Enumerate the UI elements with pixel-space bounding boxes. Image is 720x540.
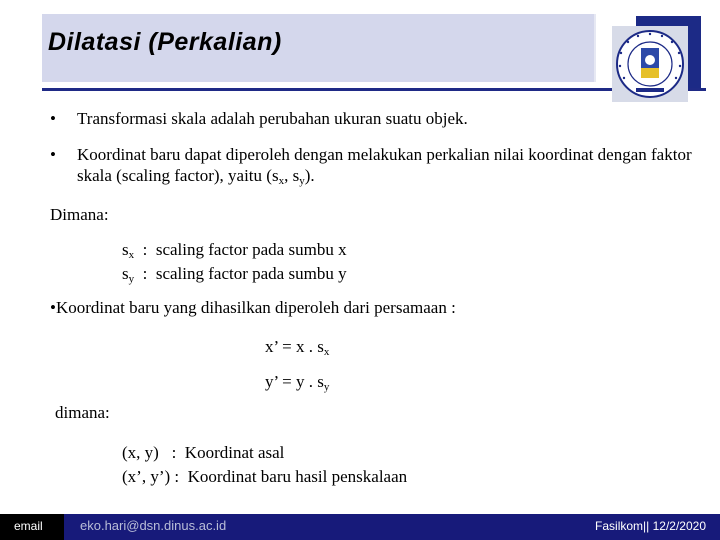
def-original: (x, y) : Koordinat asal [122,443,285,462]
bullet-marker: • [50,145,56,164]
slide-title: Dilatasi (Perkalian) [48,28,282,56]
title-divider [42,88,706,91]
bullet-marker: • [50,109,56,128]
dimana-label-2: dimana: [55,403,110,422]
footer-email-label: email [14,519,43,533]
equation-y: y’ = y . $s_y$ [265,372,330,393]
def-new: (x’, y’) : Koordinat baru hasil penskalaan [122,467,408,486]
footer-email-link[interactable]: eko.hari@dsn.dinus.ac.id [80,518,227,533]
bullet-2-text: Koordinat baru dapat diperoleh dengan melakukan perkalian nilai koordinat dengan faktor skala (scaling factor), yaitu ($s_x$, $s_y$). [77,145,692,187]
university-seal-icon [612,26,688,102]
sy-definition: $s_y$ : scaling factor pada sumbu y [122,264,347,285]
footer-info: Fasilkom|| 12/2/2020 [595,519,706,533]
equation-x: x’ = x . $s_x$ [265,337,330,358]
bullet-3-text: •Koordinat baru yang dihasilkan diperoleh dari persamaan : [50,298,456,317]
sx-definition: $s_x$ : scaling factor pada sumbu x [122,240,347,261]
dimana-label: Dimana: [50,205,109,224]
bullet-1-text: Transformasi skala adalah perubahan ukuran suatu objek. [77,109,468,128]
